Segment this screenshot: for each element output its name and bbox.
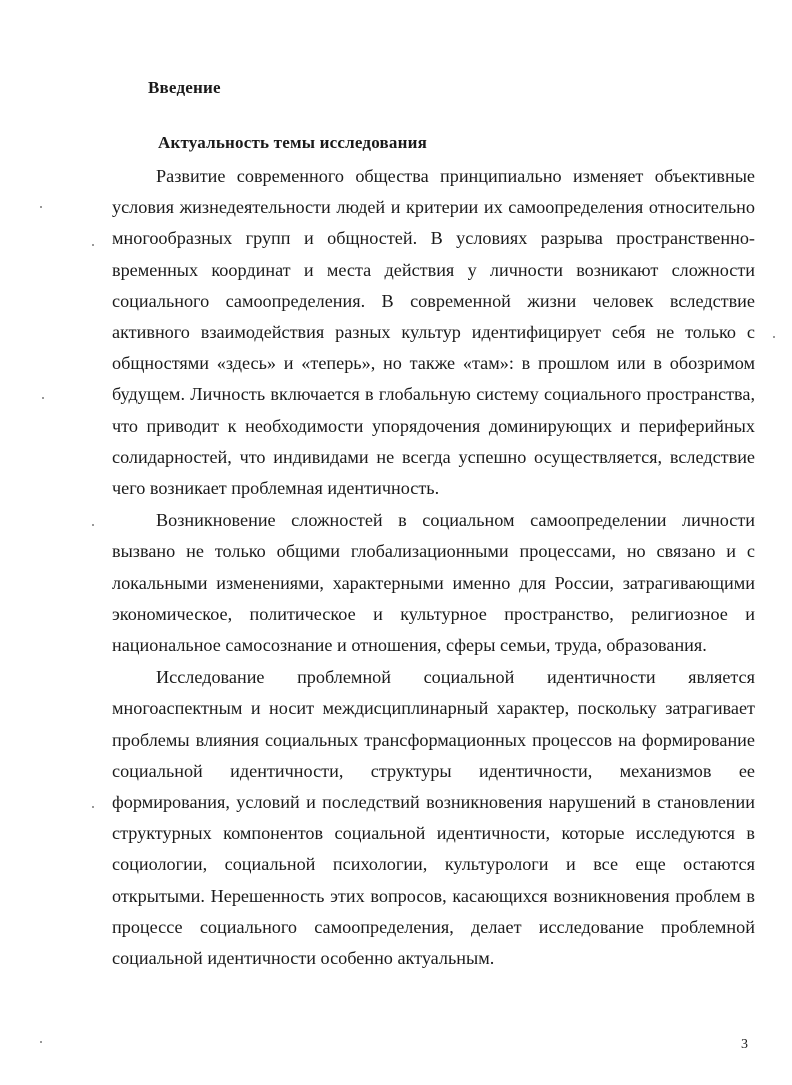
scan-speck bbox=[773, 336, 775, 338]
scan-speck bbox=[40, 1041, 42, 1043]
scan-speck bbox=[92, 524, 94, 526]
scan-speck bbox=[92, 806, 94, 808]
paragraph-3: Исследование проблемной социальной идентичности является многоаспектным и носит междисциплинарный характер, поскольку затрагивает проблемы влияния социальных трансформационных процессов на формирование социальной идентичности, структуры идентичности, механизмов ее формирования, условий и последствий возникновения нарушений в становлении структурных компонентов социальной идентичности, которые исследуются в социологии, социальной психологии, культурологи и все еще остаются открытыми. Нерешенность этих вопросов, касающихся возникновения проблем в процессе социального самоопределения, делает исследование проблемной социальной идентичности особенно актуальным. bbox=[112, 667, 755, 969]
paragraph-2: Возникновение сложностей в социальном самоопределении личности вызвано не только общими глобализационными процессами, но связано и с локальными изменениями, характерными именно для России, затрагивающими экономическое, политическое и культурное пространство, религиозное и национальное самосознание и отношения, сферы семьи, труда, образования. bbox=[112, 510, 755, 656]
section-subheading: Актуальность темы исследования bbox=[158, 133, 427, 152]
scan-speck bbox=[40, 206, 42, 208]
paragraph-1: Развитие современного общества принципиально изменяет объективные условия жизнедеятельности людей и критерии их самоопределения относительно многообразных групп и общностей. В условиях разрыва пространственно-временных координат и места действия у личности возникают сложности социального самоопределения. В современной жизни человек вследствие активного взаимодействия разных культур идентифицирует себя не только с общностями «здесь» и «теперь», но также «там»: в прошлом или в обозримом будущем. Личность включается в глобальную систему социального пространства, что приводит к необходимости упорядочения доминирующих и периферийных солидарностей, что индивидами не всегда успешно осуществляется, вследствие чего возникает проблемная идентичность. bbox=[112, 166, 755, 499]
scan-speck bbox=[92, 244, 94, 246]
body-text bbox=[112, 161, 755, 974]
section-heading: Введение bbox=[148, 78, 221, 97]
page-number: 3 bbox=[741, 1037, 748, 1052]
scan-speck bbox=[42, 397, 44, 399]
